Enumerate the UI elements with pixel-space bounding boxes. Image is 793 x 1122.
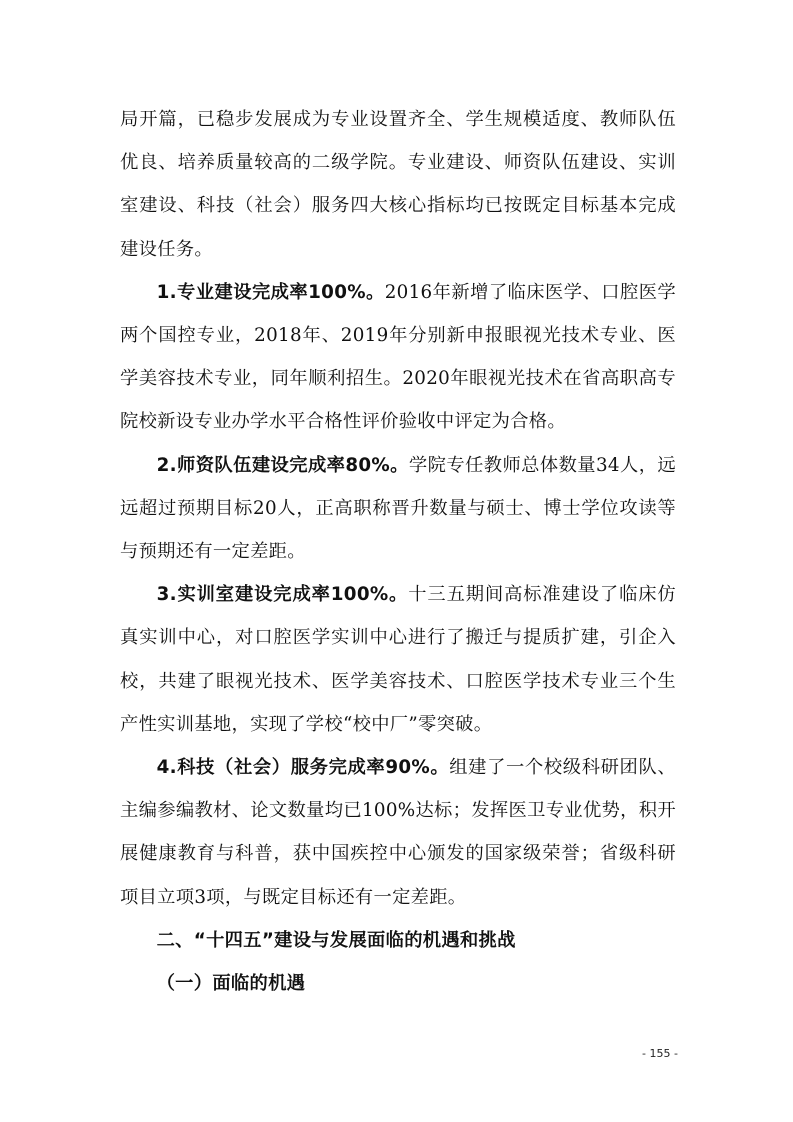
paragraph-faculty-construction [120,444,676,574]
paragraph-text: 2016年新增了临床医学、口腔医学两个国控专业，2018年、2019年分别新申报眼视光技术专业、医学美容技术专业，同年顺利招生。2020年眼视光技术在省高职高专院校新设专业办学水平合格性评价验收中评定为合格。 [120,281,677,433]
paragraph-text: 学院专任教师总体数量34人，远远超过预期目标20人，正高职称晋升数量与硕士、博士学位攻读等与预期还有一定差距。 [120,454,676,563]
paragraph-lead: 4.科技（社会）服务完成率90%。 [156,757,450,779]
paragraph-text: 十三五期间高标准建设了临床仿真实训中心，对口腔医学实训中心进行了搬迁与提质扩建，引企入校，共建了眼视光技术、医学美容技术、口腔医学技术专业三个生产性实训基地，实现了学校“校中厂”零突破。 [120,584,676,735]
paragraph-lead: 3.实训室建设完成率100%。 [156,584,409,606]
paragraph-major-construction [120,271,676,444]
paragraph-research-service [120,746,676,919]
section-heading: 二、“十四五”建设与发展面临的机遇和挑战 [156,929,516,951]
paragraph-lead: 1.专业建设完成率100%。 [156,281,385,303]
paragraph-lead: 2.师资队伍建设完成率80%。 [156,454,409,476]
document-body [120,98,676,1005]
paragraph-intro [120,98,676,271]
subsection-heading: （一）面临的机遇 [156,973,306,995]
paragraph-lab-construction [120,573,676,746]
page-number: - 155 - [642,1047,678,1060]
paragraph-text: 组建了一个校级科研团队、主编参编教材、论文数量均已100%达标；发挥医卫专业优势，积开展健康教育与科普，获中国疾控中心颁发的国家级荣誉；省级科研项目立项3项，与既定目标还有一定差距。 [120,757,676,908]
paragraph-text: 局开篇，已稳步发展成为专业设置齐全、学生规模适度、教师队伍优良、培养质量较高的二级学院。专业建设、师资队伍建设、实训室建设、科技（社会）服务四大核心指标均已按既定目标基本完成建设任务。 [120,109,676,260]
